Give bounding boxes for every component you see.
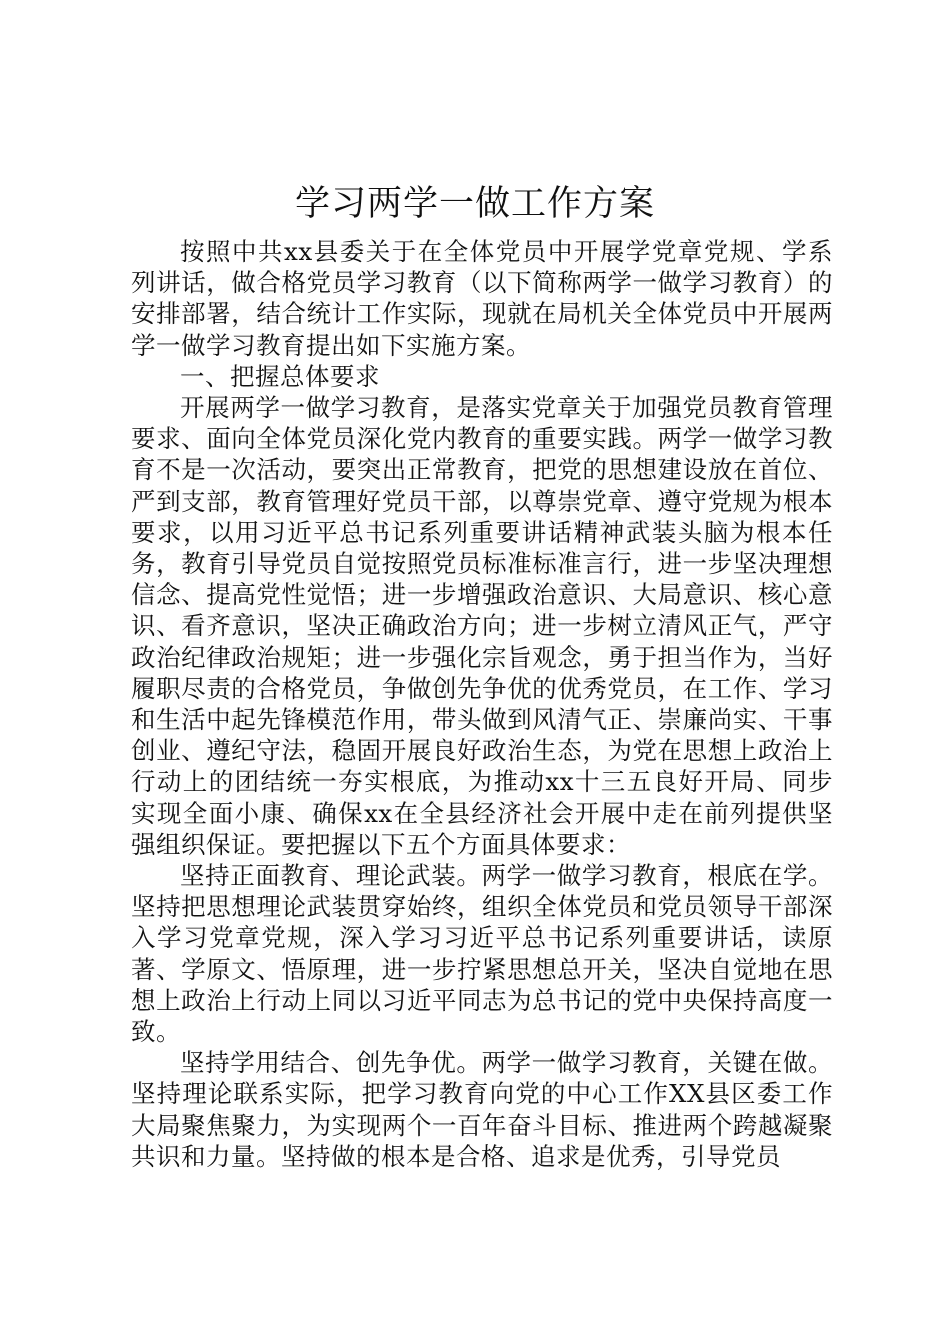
document-body [131,236,833,1172]
paragraph-requirements: 开展两学一做学习教育，是落实党章关于加强党员教育管理要求、面向全体党员深化党内教育的重要实践。两学一做学习教育不是一次活动，要突出正常教育，把党的思想建设放在首位、严到支部，教育管理好党员干部，以尊崇党章、遵守党规为根本要求，以用习近平总书记系列重要讲话精神武装头脑为根本任务，教育引导党员自觉按照党员标准标准言行，进一步坚决理想信念、提高党性觉悟；进一步增强政治意识、大局意识、核心意识、看齐意识，坚决正确政治方向；进一步树立清风正气，严守政治纪律政治规矩；进一步强化宗旨观念，勇于担当作为，当好履职尽责的合格党员，争做创先争优的优秀党员，在工作、学习和生活中起先锋模范作用，带头做到风清气正、崇廉尚实、干事创业、遵纪守法，稳固开展良好政治生态，为党在思想上政治上行动上的团结统一夯实根底，为推动xx十三五良好开局、同步实现全面小康、确保xx在全县经济社会开展中走在前列提供坚强组织保证。要把握以下五个方面具体要求： [131,393,833,859]
paragraph-intro: 按照中共xx县委关于在全体党员中开展学党章党规、学系列讲话，做合格党员学习教育（以下简称两学一做学习教育）的安排部署，结合统计工作实际，现就在局机关全体党员中开展两学一做学习教育提出如下实施方案。 [131,237,833,360]
paragraph-practice: 坚持学用结合、创先争优。两学一做学习教育，关键在做。坚持理论联系实际，把学习教育向党的中心工作XX县区委工作大局聚焦聚力，为实现两个一百年奋斗目标、推进两个跨越凝聚共识和力量。坚持做的根本是合格、追求是优秀，引导党员 [131,1048,833,1171]
document-title: 学习两学一做工作方案 [294,184,655,224]
section-heading: 一、把握总体要求 [180,361,380,391]
paragraph-theory: 坚持正面教育、理论武装。两学一做学习教育，根底在学。坚持把思想理论武装贯穿始终，组织全体党员和党员领导干部深入学习党章党规，深入学习习近平总书记系列重要讲话，读原著、学原文、悟原理，进一步拧紧思想总开关，坚决自觉地在思想上政治上行动上同以习近平同志为总书记的党中央保持高度一致。 [131,861,833,1047]
